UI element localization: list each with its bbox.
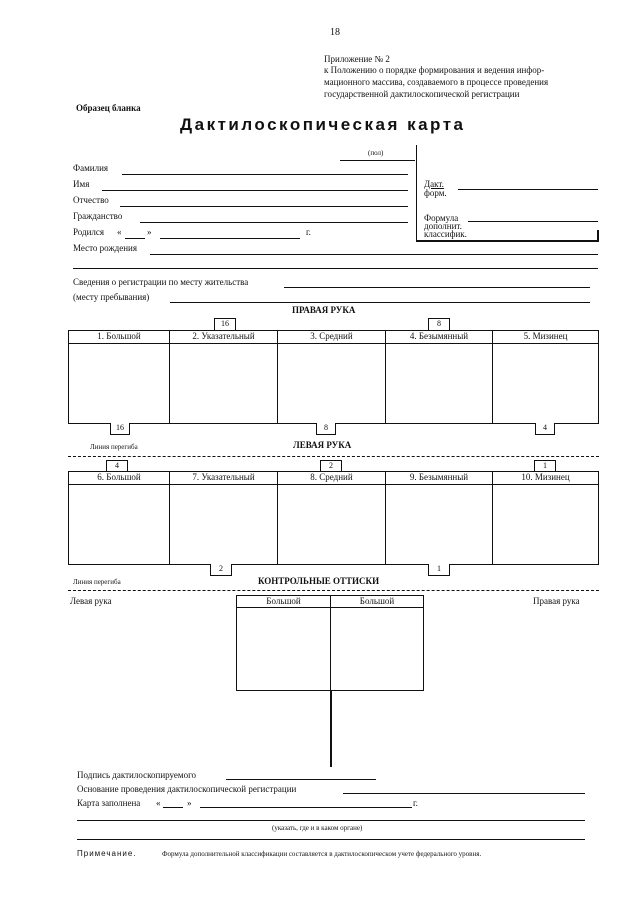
gender-line [340, 160, 415, 161]
born-label: Родился [73, 227, 105, 237]
left-bottom-tab-1: 1 [428, 564, 450, 576]
formula-label: Формула [424, 213, 459, 223]
appendix-line-3: мационного массива, создаваемого в процессе проведения [324, 77, 549, 87]
page-number: 18 [330, 27, 340, 38]
right-finger-4: 4. Безымянный [386, 331, 493, 423]
born-year-suffix: г. [306, 227, 311, 237]
fold-line-1 [68, 456, 599, 457]
birthplace-label: Место рождения [73, 243, 138, 253]
filled-quote-close: » [187, 798, 192, 808]
left-finger-10: 10. Мизинец [521, 472, 570, 482]
dopolnit-label: дополнит. [424, 221, 462, 231]
left-top-tab-4: 4 [106, 460, 128, 471]
organ-line-2 [77, 839, 585, 840]
fold-line-2 [68, 590, 599, 591]
control-right-hand-label: Правая рука [533, 596, 580, 606]
patronymic-label: Отчество [73, 195, 109, 205]
control-left-hand-label: Левая рука [70, 596, 112, 606]
appendix-line-4: государственной дактилоскопической регистрации [324, 89, 520, 99]
signature-label: Подпись дактилоскопируемого [77, 770, 197, 780]
appendix-line-2: к Положению о порядке формирования и ведения инфор- [324, 65, 545, 75]
basis-line [343, 793, 585, 794]
right-finger-2: 2. Указательный [170, 331, 278, 423]
right-finger-3: 3. Средний [278, 331, 386, 423]
birthplace-line-2 [73, 268, 598, 269]
right-top-tab-16: 16 [214, 318, 236, 330]
dakt-form-line [458, 189, 598, 190]
formula-line [468, 221, 598, 222]
citizenship-line [140, 222, 408, 223]
control-divider-line [330, 690, 332, 767]
right-hand-table [68, 330, 599, 424]
side-box-left-border [416, 145, 417, 241]
dakt-label: Дакт. [424, 179, 444, 189]
left-finger-8: 8. Средний [278, 472, 386, 564]
left-finger-7: 7. Указательный [170, 472, 278, 564]
left-hand-table [68, 471, 599, 565]
note-text: Формула дополнительной классификации составляется в дактилоскопическом учете федерального уровня. [162, 850, 482, 858]
basis-label: Основание проведения дактилоскопической регистрации [77, 784, 297, 794]
registration-label: Сведения о регистрации по месту жительства [73, 277, 249, 287]
right-finger-1: 1. Большой [69, 331, 170, 423]
control-table [236, 595, 424, 691]
control-col-1: Большой [237, 596, 331, 690]
right-top-tab-8: 8 [428, 318, 450, 330]
right-bottom-tab-8: 8 [316, 423, 336, 435]
sample-label: Образец бланка [76, 103, 141, 113]
organ-line [77, 820, 585, 821]
registration-line [284, 287, 590, 288]
citizenship-label: Гражданство [73, 211, 123, 221]
side-box-bottom-border [416, 240, 599, 242]
fold-line-label-2: Линия перегиба [73, 578, 121, 586]
fold-line-label-1: Линия перегиба [90, 443, 138, 451]
right-bottom-tab-16: 16 [110, 423, 130, 435]
birthplace-line [150, 254, 598, 255]
left-finger-9: 9. Безымянный [386, 472, 493, 564]
filled-year-suffix: г. [413, 798, 418, 808]
filled-date-line [200, 807, 412, 808]
organ-hint: (указать, где и в каком органе) [272, 824, 363, 832]
note-label: Примечание. [77, 849, 137, 858]
patronymic-line [120, 206, 408, 207]
control-heading: КОНТРОЛЬНЫЕ ОТТИСКИ [258, 576, 380, 586]
klassifik-label: классифик. [424, 229, 467, 239]
left-top-tab-2: 2 [320, 460, 342, 471]
card-title: Дактилоскопическая карта [180, 115, 466, 134]
left-hand-heading: ЛЕВАЯ РУКА [293, 440, 352, 450]
right-bottom-tab-4: 4 [535, 423, 555, 435]
surname-label: Фамилия [73, 163, 109, 173]
left-top-tab-1: 1 [534, 460, 556, 471]
born-quote-open: « [117, 227, 122, 237]
stay-line [170, 302, 590, 303]
filled-label: Карта заполнена [77, 798, 141, 808]
right-finger-5: 5. Мизинец [523, 331, 568, 341]
signature-line [226, 779, 376, 780]
stay-label: (месту пребывания) [73, 292, 150, 302]
filled-quote-open: « [156, 798, 161, 808]
filled-day-line [163, 807, 183, 808]
appendix-line-1: Приложение № 2 [324, 54, 390, 64]
left-finger-6: 6. Большой [69, 472, 170, 564]
gender-hint: (пол) [368, 149, 384, 157]
form-label: форм. [424, 188, 447, 198]
born-date-line [160, 238, 300, 239]
name-label: Имя [73, 179, 90, 189]
born-quote-close: » [147, 227, 152, 237]
born-day-line [125, 238, 145, 239]
left-bottom-tab-2: 2 [210, 564, 232, 576]
surname-line [122, 174, 408, 175]
right-hand-heading: ПРАВАЯ РУКА [292, 305, 356, 315]
name-line [102, 190, 408, 191]
control-col-2: Большой [359, 596, 395, 606]
